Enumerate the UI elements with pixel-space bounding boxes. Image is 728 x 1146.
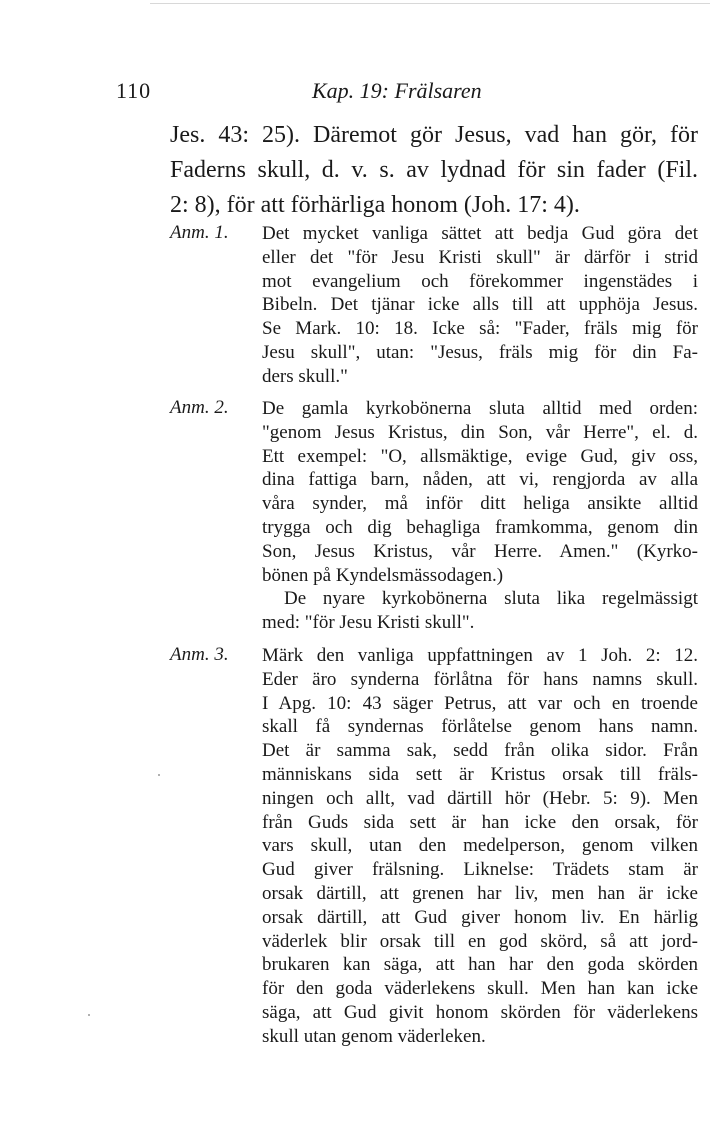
- note-line: trygga och dig behagliga framkomma, genom din: [262, 516, 698, 538]
- note-text: [262, 222, 698, 389]
- top-edge-line: [150, 3, 710, 4]
- note-line: mot evangelium och förekommer ingenstädes i: [262, 270, 698, 292]
- body-line: Faderns skull, d. v. s. av lydnad för sin fader (Fil.: [170, 157, 698, 183]
- note-line: med: "för Jesu Kristi skull".: [262, 612, 475, 634]
- note-line: Gud giver frälsning. Liknelse: Trädets stam är: [262, 859, 698, 881]
- note-line: Det mycket vanliga sättet att bedja Gud göra det: [262, 223, 698, 244]
- note-line: skull utan genom väderleken.: [262, 1025, 486, 1047]
- note-line: vars skull, utan den medelperson, genom vilken: [262, 835, 698, 857]
- note-line: våra synder, må inför ditt heliga ansikte alltid: [262, 493, 698, 515]
- note-line: Eder äro synderna förlåtna för hans namns skull.: [262, 668, 698, 690]
- note-label: Anm. 3.: [170, 644, 229, 665]
- note-line: eller det "för Jesu Kristi skull" är därför i strid: [262, 246, 698, 268]
- note-line: I Apg. 10: 43 säger Petrus, att var och en troende: [262, 692, 698, 714]
- note-line: Det är samma sak, sedd från olika sidor. Från: [262, 740, 698, 762]
- note-line: Bibeln. Det tjänar icke alls till att upphöja Jesus.: [262, 294, 698, 316]
- note-line: skall få syndernas förlåtelse genom hans namn.: [262, 716, 698, 738]
- margin-speck: [88, 1014, 90, 1016]
- note-line: från Guds sida sett är han icke den orsak, för: [262, 811, 698, 833]
- note-line: väderlek blir orsak till en god skörd, så att jord-: [262, 930, 698, 952]
- note-line: orsak därtill, att Gud giver honom liv. En härlig: [262, 906, 698, 928]
- page-header: [0, 78, 728, 108]
- body-paragraph: [170, 118, 698, 223]
- note-line: ningen och allt, vad därtill hör (Hebr. 5: 9). Men: [262, 787, 698, 809]
- note-line: De nyare kyrkobönerna sluta lika regelmässigt: [284, 588, 698, 610]
- note-line: De gamla kyrkobönerna sluta alltid med orden:: [262, 398, 698, 419]
- note-line: Märk den vanliga uppfattningen av 1 Joh. 2: 12.: [262, 645, 698, 666]
- note-line: Son, Jesus Kristus, vår Herre. Amen." (Kyrko-: [262, 540, 698, 562]
- running-head: Kap. 19: Frälsaren: [312, 78, 482, 103]
- body-line: 2: 8), för att förhärliga honom (Joh. 17: 4).: [170, 192, 580, 218]
- margin-speck: [158, 774, 160, 776]
- note-line: bönen på Kyndelsmässodagen.): [262, 564, 504, 586]
- note-label: Anm. 1.: [170, 222, 229, 243]
- note-line: Jesu skull", utan: "Jesus, fräls mig för din Fa-: [262, 341, 698, 363]
- note-text: [262, 644, 698, 1049]
- note-line: Ett exempel: "O, allsmäktige, evige Gud, giv oss,: [262, 445, 698, 467]
- note-label: Anm. 2.: [170, 397, 229, 418]
- note-line: för den goda väderlekens skull. Men han kan icke: [262, 978, 698, 1000]
- note-line: säga, att Gud givit honom skörden för väderlekens: [262, 1001, 698, 1023]
- note-line: brukaren kan säga, att han har den goda skörden: [262, 954, 698, 976]
- note-line: ders skull.": [262, 365, 348, 387]
- body-line: Jes. 43: 25). Däremot gör Jesus, vad han gör, för: [170, 122, 698, 148]
- page-number: 110: [116, 78, 152, 103]
- note-line: människans sida sett är Kristus orsak till fräls-: [262, 763, 698, 785]
- note-text: [262, 397, 698, 635]
- note-line: "genom Jesus Kristus, din Son, vår Herre", el. d.: [262, 421, 698, 443]
- note-line: dina fattiga barn, nåden, att vi, rengjorda av alla: [262, 469, 698, 491]
- note-line: orsak därtill, att grenen har liv, men han är icke: [262, 882, 698, 904]
- note-line: Se Mark. 10: 18. Icke så: "Fader, fräls mig för: [262, 318, 698, 340]
